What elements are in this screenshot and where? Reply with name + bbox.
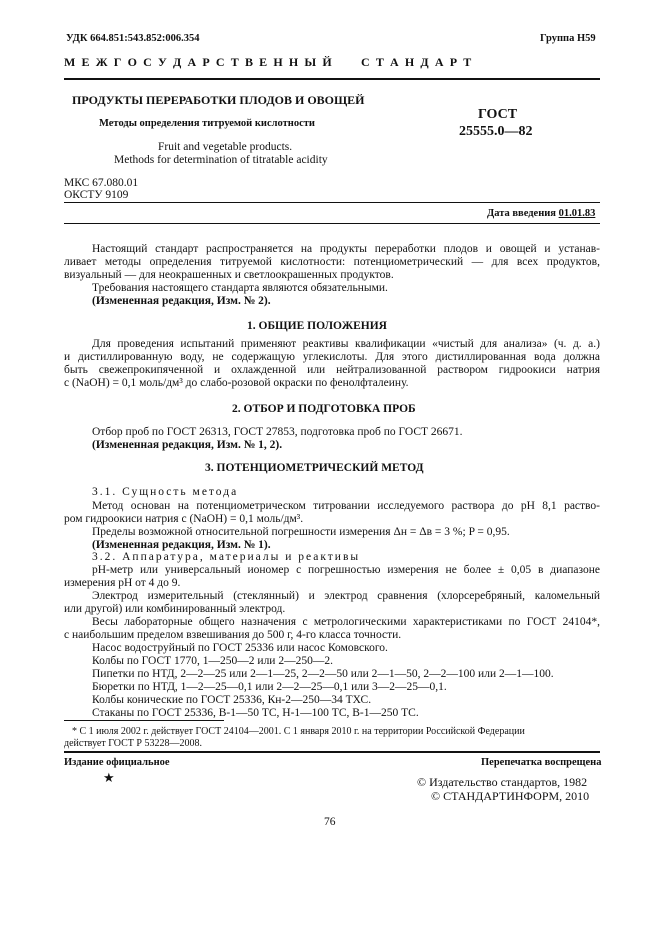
s1-line: быть свежепрокипяченной и охлажденной или нейтрализованной раствором гидроокиси натрия [64, 364, 600, 376]
copyright-2: © СТАНДАРТИНФОРМ, 2010 [431, 789, 590, 803]
section-1-heading: 1. ОБЩИЕ ПОЛОЖЕНИЯ [247, 320, 387, 332]
s3-line: ром гидроокиси натрия c (NaOH) = 0,1 моль/дм³. [64, 513, 304, 525]
amendment-note: (Измененная редакция, Изм. № 1, 2). [92, 439, 283, 451]
footer-rule [64, 751, 600, 753]
s3-line: Насос водоструйный по ГОСТ 25336 или насос Комовского. [92, 642, 388, 654]
copyright-1: © Издательство стандартов, 1982 [417, 775, 588, 789]
intro-date-label: Дата введения [487, 208, 556, 219]
amendment-note: (Измененная редакция, Изм. № 1). [92, 539, 271, 551]
intro-line: Требования настоящего стандарта являются обязательными. [92, 282, 388, 294]
doc-subtitle: Методы определения титруемой кислотности [99, 118, 315, 129]
s2-line: Отбор проб по ГОСТ 26313, ГОСТ 27853, подготовка проб по ГОСТ 26671. [92, 426, 463, 438]
title-en-1: Fruit and vegetable products. [158, 141, 293, 153]
section-2-heading: 2. ОТБОР И ПОДГОТОВКА ПРОБ [232, 403, 416, 415]
gost-number: 25555.0—82 [459, 124, 533, 139]
title-en-2: Methods for determination of titratable acidity [114, 154, 328, 166]
footnote-rule [64, 720, 224, 721]
group-code: Группа Н59 [540, 33, 596, 44]
mks-code: МКС 67.080.01 [64, 177, 139, 189]
star-icon: ★ [103, 770, 115, 785]
codes-rule [64, 202, 600, 203]
s1-line: и дистиллированную воду, не содержащую углекислоты. Для этого дистиллированная вода должна [64, 351, 600, 363]
s3-line: Колбы конические по ГОСТ 25336, Кн-2—250—34 ТХС. [92, 694, 372, 706]
gost-label: ГОСТ [478, 107, 518, 122]
s3-line: Бюретки по НТД, 1—2—25—0,1 или 2—2—25—0,1 или 3—2—25—0,1. [92, 681, 447, 693]
standard-banner: М Е Ж Г О С У Д А Р С Т В Е Н Н Ы Й С Т А Н Д А Р Т [64, 55, 473, 69]
s3-line: pH-метр или универсальный иономер с погрешностью измерения не более ± 0,05 в диапазоне [92, 564, 600, 576]
s3-line: с наибольшим пределом взвешивания до 500 г, 4-го класса точности. [64, 629, 402, 641]
s3-line: Весы лабораторные общего назначения с метрологическими характеристиками по ГОСТ 24104*, [92, 616, 600, 628]
date-rule [64, 223, 600, 224]
intro-date [487, 207, 595, 220]
s3-line: Пределы возможной относительной погрешности измерения Δн = Δв = 3 %; P = 0,95. [92, 526, 510, 538]
header-rule [64, 78, 600, 80]
udk-code: УДК 664.851:543.852:006.354 [66, 33, 200, 44]
s1-line: Для проведения испытаний применяют реактивы квалификации «чистый для анализа» (ч. д. а.) [92, 338, 600, 350]
s3-line: Пипетки по НТД, 2—2—25 или 2—1—25, 2—2—50 или 2—1—50, 2—2—100 или 2—1—100. [92, 668, 554, 680]
s3-line: или другой) или комбинированный электрод. [64, 603, 286, 615]
s3-line: Стаканы по ГОСТ 25336, В-1—50 ТС, Н-1—100 ТС, В-1—250 ТС. [92, 707, 419, 719]
official-edition: Издание официальное [64, 757, 170, 768]
s3-line: измерения pH от 4 до 9. [64, 577, 181, 589]
intro-line: ливает методы определения титруемой кислотности: потенциометрический — для всех продуктов, [64, 256, 600, 268]
page-number: 76 [324, 816, 336, 828]
footnote-line: * С 1 июля 2002 г. действует ГОСТ 24104—2001. С 1 января 2010 г. на территории Российской Федерации [72, 726, 525, 737]
clause-3-1-heading: 3.1. Сущность метода [92, 486, 239, 498]
s3-line: Колбы по ГОСТ 1770, 1—250—2 или 2—250—2. [92, 655, 333, 667]
s3-line: Метод основан на потенциометрическом титровании исследуемого раствора до pH 8,1 раство- [92, 500, 600, 512]
intro-line: Настоящий стандарт распространяется на продукты переработки плодов и овощей и устанав- [92, 243, 600, 255]
footnote-line: действует ГОСТ Р 53228—2008. [64, 738, 202, 749]
intro-line: визуальный — для неокрашенных и светлоокрашенных продуктов. [64, 269, 394, 281]
doc-title: ПРОДУКТЫ ПЕРЕРАБОТКИ ПЛОДОВ И ОВОЩЕЙ [72, 93, 365, 107]
clause-3-2-heading: 3.2. Аппаратура, материалы и реактивы [92, 551, 361, 563]
oksty-code: ОКСТУ 9109 [64, 189, 129, 201]
reprint-notice: Перепечатка воспрещена [481, 757, 602, 768]
s3-line: Электрод измерительный (стеклянный) и электрод сравнения (хлорсеребряный, каломельный [92, 590, 600, 602]
amendment-note: (Измененная редакция, Изм. № 2). [92, 295, 271, 307]
intro-date-value: 01.01.83 [558, 208, 596, 219]
s1-line: c (NaOH) = 0,1 моль/дм³ до слабо-розовой окраски по фенолфталеину. [64, 377, 409, 389]
section-3-heading: 3. ПОТЕНЦИОМЕТРИЧЕСКИЙ МЕТОД [205, 462, 424, 474]
